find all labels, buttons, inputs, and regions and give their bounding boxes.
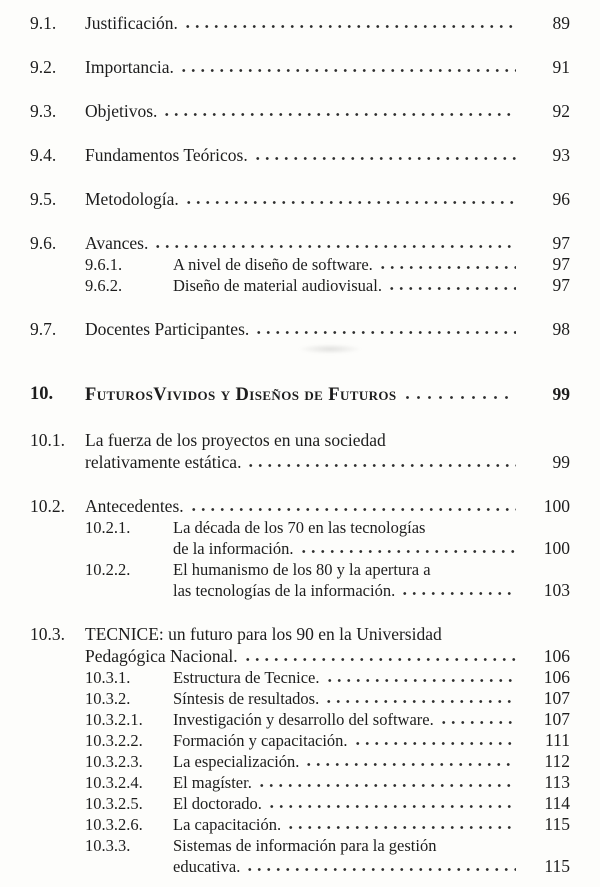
toc-entry <box>30 12 570 34</box>
entry-number: 10.2. <box>30 496 65 516</box>
entry-page-number: 97 <box>552 275 570 295</box>
entry-number: 9.4. <box>30 145 57 165</box>
entry-page-number: 113 <box>544 772 570 792</box>
entry-number: 10.3.2.6. <box>85 815 143 834</box>
entry-page-number: 99 <box>552 384 570 404</box>
entry-line <box>173 730 570 751</box>
entry-body <box>85 623 570 667</box>
entry-number: 10. <box>30 384 54 404</box>
entry-title: Fundamentos Teóricos. <box>85 145 248 165</box>
entry-page-number: 112 <box>544 751 570 771</box>
entry-title: El doctorado. <box>173 794 262 813</box>
entry-title: El humanismo de los 80 y la apertura a <box>173 560 431 579</box>
entry-line <box>173 814 570 835</box>
entry-title: El magíster. <box>173 773 252 792</box>
toc-entry <box>30 318 570 340</box>
toc-entry <box>30 429 570 473</box>
dot-leader <box>162 112 516 117</box>
entry-number: 10.3. <box>30 624 65 644</box>
entry-title: Síntesis de resultados. <box>173 689 320 708</box>
entry-line <box>173 856 570 877</box>
entry-title: Pedagógica Nacional. <box>85 646 238 666</box>
entry-body <box>173 772 570 793</box>
entry-body <box>85 495 570 517</box>
entry-title: TECNICE: un futuro para los 90 en la Universidad <box>85 624 442 644</box>
entry-body <box>85 56 570 78</box>
dot-leader <box>245 867 516 872</box>
entry-body <box>173 254 570 275</box>
entry-title: educativa. <box>173 857 241 876</box>
dot-leader <box>304 762 516 767</box>
dot-leader <box>286 825 516 830</box>
entry-line <box>173 275 570 296</box>
dot-leader <box>324 699 516 704</box>
toc-entry <box>30 623 570 667</box>
entry-title: Importancia. <box>85 57 174 77</box>
entry-body <box>85 429 570 473</box>
toc-list <box>30 12 570 877</box>
entry-line <box>85 188 570 210</box>
entry-title: Investigación y desarrollo del software. <box>173 710 434 729</box>
entry-body <box>173 709 570 730</box>
entry-number: 10.3.2.1. <box>85 710 143 729</box>
entry-page-number: 100 <box>543 538 570 558</box>
dot-leader <box>257 783 516 788</box>
dot-leader <box>254 330 516 335</box>
entry-body <box>85 188 570 210</box>
entry-number: 10.3.2.3. <box>85 752 143 771</box>
entry-body <box>173 751 570 772</box>
entry-line <box>173 580 570 601</box>
entry-page-number: 93 <box>552 145 570 165</box>
entry-title: Sistemas de información para la gestión <box>173 836 437 855</box>
toc-entry <box>30 517 570 559</box>
entry-line <box>85 451 570 473</box>
entry-line <box>173 559 570 580</box>
entry-title: Metodología. <box>85 189 179 209</box>
entry-title: La especialización. <box>173 752 300 771</box>
entry-line <box>85 429 570 451</box>
entry-number: 10.3.2.5. <box>85 794 143 813</box>
entry-number: 10.3.2. <box>85 689 131 708</box>
entry-page-number: 115 <box>544 856 570 876</box>
toc-entry <box>30 835 570 877</box>
dot-leader <box>299 549 517 554</box>
dot-leader <box>189 507 516 512</box>
entry-number: 9.7. <box>30 319 57 339</box>
entry-line <box>173 793 570 814</box>
toc-entry <box>30 793 570 814</box>
toc-entry <box>30 709 570 730</box>
toc-entry <box>30 382 570 407</box>
entry-page-number: 100 <box>543 496 570 516</box>
entry-page-number: 97 <box>552 233 570 253</box>
entry-number: 9.2. <box>30 57 57 77</box>
dot-leader <box>253 156 516 161</box>
entry-line <box>173 709 570 730</box>
entry-title: Diseño de material audiovisual. <box>173 276 382 295</box>
entry-page-number: 114 <box>544 793 570 813</box>
entry-line <box>173 254 570 275</box>
entry-body <box>173 517 570 559</box>
toc-entry <box>30 730 570 751</box>
entry-page-number: 107 <box>543 709 570 729</box>
entry-line <box>85 144 570 166</box>
dot-leader <box>402 395 516 400</box>
toc-entry <box>30 688 570 709</box>
entry-page-number: 106 <box>543 667 570 687</box>
entry-line <box>173 835 570 856</box>
toc-entry <box>30 254 570 275</box>
entry-page-number: 103 <box>543 580 570 600</box>
entry-body <box>173 730 570 751</box>
entry-line <box>85 495 570 517</box>
dot-leader <box>183 24 516 29</box>
toc-entry <box>30 188 570 210</box>
entry-title: Docentes Participantes. <box>85 319 250 339</box>
entry-body <box>173 559 570 601</box>
entry-body <box>85 232 570 254</box>
entry-title: FuturosVividos y Diseños de Futuros <box>85 385 397 405</box>
entry-line <box>85 382 570 407</box>
entry-line <box>173 751 570 772</box>
entry-body <box>173 814 570 835</box>
toc-entry <box>30 56 570 78</box>
dot-leader <box>267 804 516 809</box>
toc-entry <box>30 667 570 688</box>
entry-body <box>85 382 570 407</box>
entry-line <box>85 56 570 78</box>
entry-body <box>173 275 570 296</box>
entry-number: 9.3. <box>30 101 57 121</box>
entry-title: de la información. <box>173 539 294 558</box>
entry-line <box>85 318 570 340</box>
entry-number: 10.3.2.2. <box>85 731 143 750</box>
entry-title: las tecnologías de la información. <box>173 581 396 600</box>
dot-leader <box>243 657 516 662</box>
entry-body <box>85 12 570 34</box>
entry-number: 9.5. <box>30 189 57 209</box>
entry-number: 10.2.1. <box>85 518 131 537</box>
dot-leader <box>325 678 516 683</box>
entry-line <box>173 688 570 709</box>
dot-leader <box>378 265 516 270</box>
toc-entry <box>30 275 570 296</box>
entry-body <box>173 793 570 814</box>
entry-title: relativamente estática. <box>85 452 242 472</box>
entry-title: Avances. <box>85 233 149 253</box>
entry-number: 9.1. <box>30 13 57 33</box>
entry-title: La fuerza de los proyectos en una sociedad <box>85 430 386 450</box>
entry-number: 9.6.2. <box>85 276 123 295</box>
entry-page-number: 115 <box>544 814 570 834</box>
toc-entry <box>30 751 570 772</box>
entry-line <box>85 645 570 667</box>
dot-leader <box>387 286 516 291</box>
entry-line <box>85 623 570 645</box>
entry-page-number: 91 <box>552 57 570 77</box>
entry-title: La década de los 70 en las tecnologías <box>173 518 426 537</box>
dot-leader <box>353 741 516 746</box>
entry-body <box>173 667 570 688</box>
entry-page-number: 98 <box>552 319 570 339</box>
toc-entry <box>30 814 570 835</box>
dot-leader <box>153 244 516 249</box>
dot-leader <box>246 463 516 468</box>
entry-page-number: 111 <box>545 730 570 750</box>
entry-page-number: 89 <box>552 13 570 33</box>
dot-leader <box>439 720 516 725</box>
entry-line <box>85 232 570 254</box>
entry-page-number: 92 <box>552 101 570 121</box>
dot-leader <box>179 68 516 73</box>
entry-body <box>173 835 570 877</box>
entry-title: Antecedentes. <box>85 496 184 516</box>
toc-entry <box>30 100 570 122</box>
entry-line <box>173 772 570 793</box>
entry-number: 10.2.2. <box>85 560 131 579</box>
entry-title: Objetivos. <box>85 101 158 121</box>
entry-title: Justificación. <box>85 13 178 33</box>
entry-line <box>85 100 570 122</box>
entry-page-number: 99 <box>552 452 570 472</box>
entry-body <box>85 100 570 122</box>
entry-number: 10.3.3. <box>85 836 131 855</box>
dot-leader <box>184 200 516 205</box>
entry-number: 10.3.2.4. <box>85 773 143 792</box>
toc-entry <box>30 772 570 793</box>
toc-entry <box>30 232 570 254</box>
entry-title: La capacitación. <box>173 815 282 834</box>
entry-number: 9.6. <box>30 233 57 253</box>
toc-entry <box>30 144 570 166</box>
entry-title: Formación y capacitación. <box>173 731 348 750</box>
entry-page-number: 106 <box>543 646 570 666</box>
entry-number: 10.3.1. <box>85 668 131 687</box>
toc-entry <box>30 559 570 601</box>
entry-number: 9.6.1. <box>85 255 123 274</box>
entry-body <box>85 144 570 166</box>
entry-line <box>173 538 570 559</box>
entry-line <box>173 517 570 538</box>
toc-entry <box>30 495 570 517</box>
entry-page-number: 96 <box>552 189 570 209</box>
dot-leader <box>400 591 516 596</box>
entry-body <box>173 688 570 709</box>
entry-title: A nivel de diseño de software. <box>173 255 373 274</box>
entry-body <box>85 318 570 340</box>
entry-line <box>173 667 570 688</box>
entry-line <box>85 12 570 34</box>
entry-page-number: 97 <box>552 254 570 274</box>
entry-title: Estructura de Tecnice. <box>173 668 320 687</box>
entry-page-number: 107 <box>543 688 570 708</box>
entry-number: 10.1. <box>30 430 65 450</box>
